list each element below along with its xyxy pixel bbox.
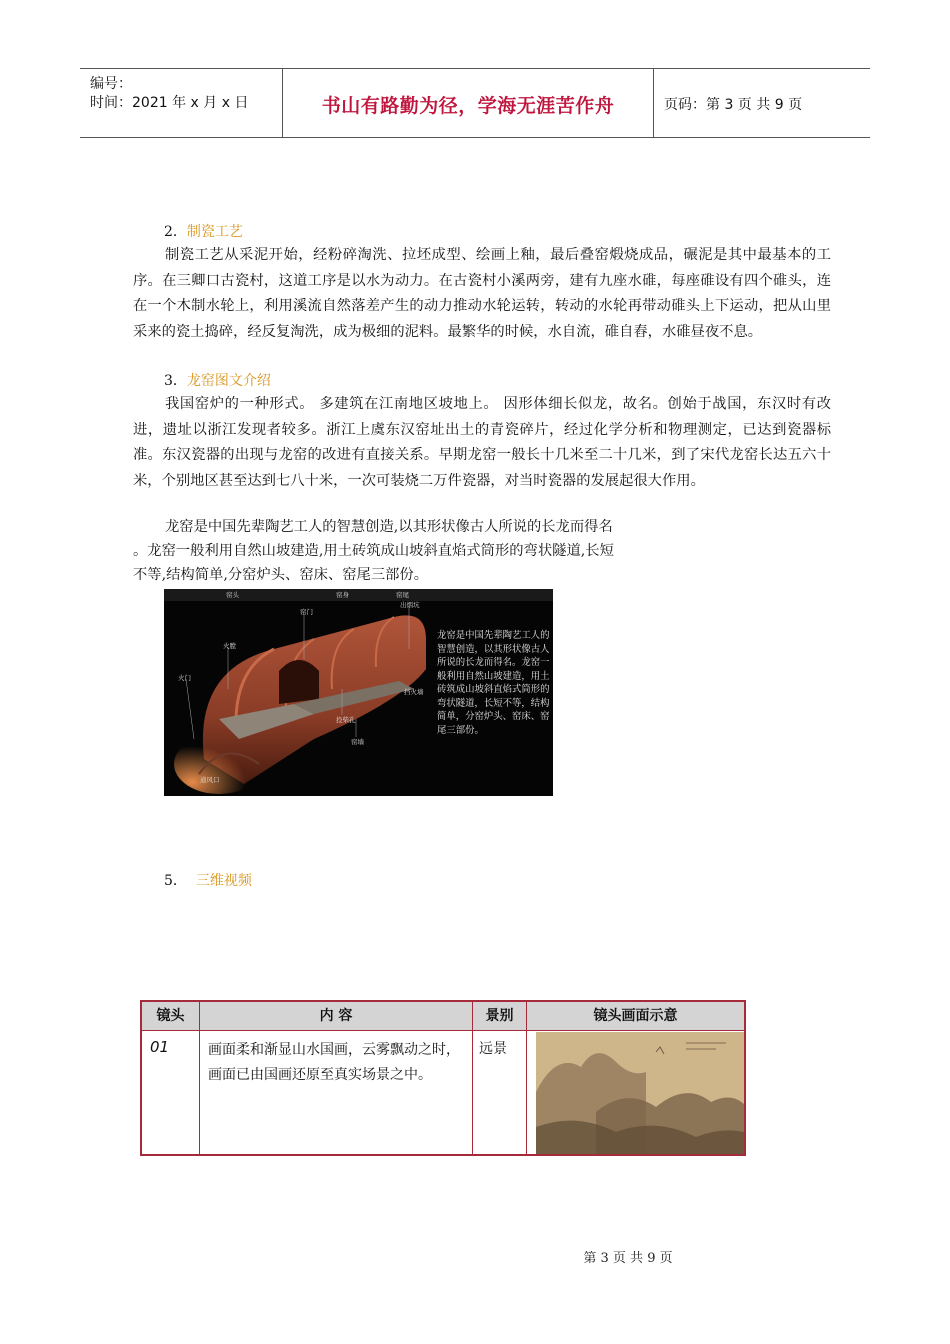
table-header-scale: 景别 (473, 1002, 526, 1031)
kiln-caption: 龙窑是中国先辈陶艺工人的智慧创造，以其形状像古人所说的长龙而得名。龙窑一般利用自然山坡建造，用土砖筑成山坡斜直焰式筒形的弯状隧道，长短不等，结构简单，分窑炉头、窑床、窑尾三部份。 (437, 630, 550, 736)
label-fire-barrier: 挡火墙 (404, 688, 424, 696)
section-body: 我国窑炉的一种形式。 多建筑在江南地区坡地上。 因形体细长似龙，故名。创始于战国，东汉时有改进，遗址以浙江发现者较多。浙江上虞东汉窑址出土的青瓷碎片，经过化学分析和物理测定，已达到瓷器标准。东汉瓷器的出现与龙窑的改进有直接关系。早期龙窑一般长十几米至二十几米，到了宋代龙窑长达五六十米，个别地区甚至达到七八十米，一次可装烧二万件瓷器，对当时瓷器的发展起很大作用。 (133, 396, 831, 489)
label-kiln-tail: 窑尾 (396, 591, 409, 599)
section-number: 3． (164, 373, 187, 389)
column-divider (199, 1002, 200, 1154)
section-number: 5． (164, 873, 187, 889)
section-body-2 (133, 515, 713, 587)
body-line: 。龙窑一般利用自然山坡建造,用土砖筑成山坡斜直焰式筒形的弯状隧道,长短 (133, 543, 614, 559)
body-line: 龙窑是中国先辈陶艺工人的智慧创造,以其形状像古人所说的长龙而得名 (165, 519, 613, 535)
page-info: 页码：第 3 页 共 9 页 (664, 97, 803, 113)
dragon-kiln-figure (164, 589, 553, 796)
label-fire-door: 火门 (178, 674, 191, 682)
label-firebox: 火膛 (223, 642, 236, 650)
label-vent: 通风口 (200, 776, 220, 784)
label-kiln-wall: 窑墙 (351, 738, 364, 746)
shot-scale: 远景 (479, 1041, 507, 1057)
page-footer: 第 3 页 共 9 页 (583, 1251, 673, 1266)
section-title: 三维视频 (195, 873, 252, 889)
header-meta-cell (80, 69, 283, 137)
section-heading-2 (164, 221, 243, 241)
time-label: 时间：2021 年 x 月 x 日 (90, 95, 249, 111)
table-header-content: 内 容 (200, 1002, 472, 1031)
section-heading-3 (164, 370, 271, 390)
table-header-shot: 镜头 (142, 1002, 199, 1031)
shot-content: 画面柔和渐显山水国画，云雾飘动之时，画面已由国画还原至真实场景之中。 (208, 1042, 460, 1083)
section-title: 制瓷工艺 (186, 224, 243, 240)
body-line: 不等,结构简单,分窑炉头、窑床、窑尾三部份。 (133, 567, 429, 583)
number-label: 编号： (90, 76, 132, 92)
landscape-painting-image (536, 1032, 744, 1154)
shot-number: 01 (150, 1038, 170, 1056)
label-smoke-pit: 出烟坑 (400, 601, 420, 609)
label-fuel-hole: 投柴孔 (336, 716, 356, 724)
storyboard-table (140, 1000, 746, 1156)
header-page-cell (654, 69, 870, 137)
section-title: 龙窑图文介绍 (186, 373, 271, 389)
motto: 书山有路勤为径，学海无涯苦作舟 (321, 95, 615, 117)
label-kiln-door: 窑门 (300, 608, 313, 616)
table-header-frame: 镜头画面示意 (527, 1002, 744, 1031)
column-divider (472, 1002, 473, 1154)
section-heading-5 (164, 870, 252, 890)
section-body: 制瓷工艺从采泥开始，经粉碎淘洗、拉坯成型、绘画上釉，最后叠窑煅烧成品，碾泥是其中最基本的工序。在三卿口古瓷村，这道工序是以水为动力。在古瓷村小溪两旁，建有九座水碓，每座碓设有四个碓头，连在一个木制水轮上，利用溪流自然落差产生的动力推动水轮运转，转动的水轮再带动碓头上下运动，把从山里采来的瓷土捣碎，经反复淘洗，成为极细的泥料。最繁华的时候，水自流，碓自舂，水碓昼夜不息。 (133, 247, 831, 340)
label-kiln-head: 窑头 (226, 591, 239, 599)
label-kiln-body: 窑身 (336, 591, 349, 599)
column-divider (526, 1002, 527, 1154)
header-motto-cell (283, 69, 654, 137)
document-header (80, 68, 870, 138)
section-number: 2． (164, 224, 187, 240)
